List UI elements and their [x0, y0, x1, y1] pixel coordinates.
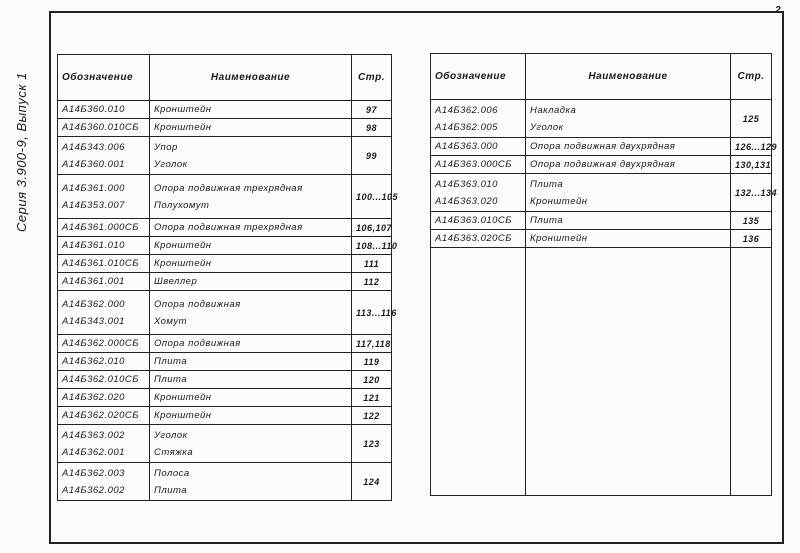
item-name-line: Уголок	[530, 121, 564, 133]
item-code	[58, 119, 150, 137]
header-name: Наименование	[526, 54, 731, 100]
item-code-line: А14Б362.005	[435, 121, 498, 133]
item-name-line: Опора подвижная двухрядная	[530, 141, 676, 152]
item-name-line: Кронштейн	[154, 104, 212, 115]
item-name-line: Стяжка	[154, 446, 194, 458]
item-code	[58, 291, 150, 335]
table-row	[58, 353, 392, 371]
item-page: 125	[731, 100, 772, 138]
item-code-line: А14Б363.010	[435, 178, 498, 190]
item-code	[58, 137, 150, 175]
item-page: 117,118	[352, 335, 392, 353]
item-code	[58, 407, 150, 425]
item-name-line: Опора подвижная	[154, 298, 241, 310]
item-code-line: А14Б362.020	[62, 392, 125, 403]
item-name-line: Накладка	[530, 104, 577, 116]
item-name-line: Опора подвижная двухрядная	[530, 159, 676, 170]
item-name-line: Уголок	[154, 429, 188, 441]
item-code-line: А14Б353.007	[62, 199, 125, 211]
item-code	[58, 425, 150, 463]
item-name	[150, 255, 352, 273]
item-code	[431, 138, 526, 156]
item-code	[431, 174, 526, 212]
item-code-line: А14Б361.001	[62, 276, 125, 287]
item-name	[526, 100, 731, 138]
item-name	[526, 212, 731, 230]
table-row	[431, 138, 772, 156]
left-table-body	[58, 101, 399, 501]
item-code-line: А14Б343.006	[62, 141, 125, 153]
item-code-line: А14Б363.002	[62, 429, 125, 441]
item-code-line: А14Б361.000СБ	[62, 222, 139, 233]
item-code-line: А14Б362.001	[62, 446, 125, 458]
item-code-line: А14Б362.020СБ	[62, 410, 139, 421]
item-name-line: Плита	[154, 356, 188, 367]
item-name-line: Упор	[154, 141, 178, 153]
item-name	[526, 138, 731, 156]
item-name-line: Уголок	[154, 158, 188, 170]
item-code	[58, 237, 150, 255]
right-table-body	[431, 100, 778, 496]
table-row	[58, 219, 392, 237]
table-row	[58, 407, 392, 425]
item-name	[150, 137, 352, 175]
item-code	[58, 371, 150, 389]
item-code	[58, 255, 150, 273]
item-name-line: Плита	[154, 484, 188, 496]
item-page: 135	[731, 212, 772, 230]
item-code-line: А14Б361.010	[62, 240, 125, 251]
table-row	[58, 273, 392, 291]
table-row	[58, 371, 392, 389]
item-name-line: Хомут	[154, 315, 187, 327]
item-page: 112	[352, 273, 392, 291]
table-row	[58, 175, 392, 219]
item-name-line: Кронштейн	[154, 410, 212, 421]
item-name	[150, 353, 352, 371]
item-page: 97	[352, 101, 392, 119]
table-row	[58, 425, 392, 463]
item-code-line: А14Б362.000	[62, 298, 125, 310]
empty-cell	[431, 248, 526, 496]
table-row	[431, 212, 772, 230]
item-name-line: Опора подвижная	[154, 338, 241, 349]
item-name-line: Полухомут	[154, 199, 210, 211]
header-page: Стр.	[731, 54, 772, 100]
item-page: 119	[352, 353, 392, 371]
item-name	[150, 407, 352, 425]
item-code	[431, 230, 526, 248]
item-name	[526, 156, 731, 174]
item-name-line: Полоса	[154, 467, 190, 479]
item-code	[58, 353, 150, 371]
table-row	[431, 174, 772, 212]
item-name	[150, 273, 352, 291]
item-code-line: А14Б362.006	[435, 104, 498, 116]
item-name-line: Швеллер	[154, 276, 198, 287]
item-name	[150, 219, 352, 237]
item-page: 121	[352, 389, 392, 407]
table-row	[58, 119, 392, 137]
empty-row	[431, 248, 772, 496]
item-page: 122	[352, 407, 392, 425]
item-code	[58, 101, 150, 119]
item-code	[431, 212, 526, 230]
item-name-line: Плита	[530, 215, 564, 226]
item-page: 120	[352, 371, 392, 389]
header-page: Стр.	[352, 55, 392, 101]
item-code	[58, 389, 150, 407]
page-number: 2	[775, 5, 782, 16]
item-code-line: А14Б361.010СБ	[62, 258, 139, 269]
item-page: 113...116	[352, 291, 392, 335]
item-code-line: А14Б360.010СБ	[62, 122, 139, 133]
item-code-line: А14Б361.000	[62, 182, 125, 194]
item-name-line: Опора подвижная трехрядная	[154, 182, 303, 194]
item-code-line: А14Б360.010	[62, 104, 125, 115]
item-code-line: А14Б362.010	[62, 356, 125, 367]
item-page: 130,131	[731, 156, 772, 174]
item-name	[150, 291, 352, 335]
item-code	[58, 463, 150, 501]
item-code-line: А14Б343.001	[62, 315, 125, 327]
item-page: 123	[352, 425, 392, 463]
header-code: Обозначение	[431, 54, 526, 100]
series-title: Серия 3.900-9, Выпуск 1	[14, 72, 29, 232]
header-code: Обозначение	[58, 55, 150, 101]
table-row	[58, 255, 392, 273]
item-name	[150, 335, 352, 353]
item-code-line: А14Б363.020	[435, 195, 498, 207]
item-code-line: А14Б363.010СБ	[435, 215, 512, 226]
item-name	[526, 174, 731, 212]
item-name-line: Кронштейн	[530, 233, 588, 244]
item-code-line: А14Б363.020СБ	[435, 233, 512, 244]
item-page: 136	[731, 230, 772, 248]
item-name	[150, 237, 352, 255]
item-code-line: А14Б362.000СБ	[62, 338, 139, 349]
item-page: 111	[352, 255, 392, 273]
item-code	[58, 175, 150, 219]
item-code-line: А14Б362.003	[62, 467, 125, 479]
item-code-line: А14Б363.000СБ	[435, 159, 512, 170]
item-page: 132...134	[731, 174, 772, 212]
item-code-line: А14Б362.010СБ	[62, 374, 139, 385]
item-name	[150, 463, 352, 501]
item-page: 126...129	[731, 138, 772, 156]
item-page: 99	[352, 137, 392, 175]
item-name-line: Кронштейн	[154, 392, 212, 403]
table-header-row	[431, 54, 772, 100]
table-header-row	[58, 55, 392, 101]
table-row	[58, 237, 392, 255]
index-table-left	[57, 54, 399, 501]
table-row	[58, 389, 392, 407]
item-name	[526, 230, 731, 248]
empty-cell	[526, 248, 731, 496]
item-page: 124	[352, 463, 392, 501]
item-name-line: Кронштейн	[154, 122, 212, 133]
item-code	[58, 219, 150, 237]
table-row	[431, 100, 772, 138]
table-row	[58, 137, 392, 175]
item-name	[150, 119, 352, 137]
index-table-right	[430, 53, 778, 496]
table-row	[58, 335, 392, 353]
table-row	[431, 230, 772, 248]
item-name	[150, 389, 352, 407]
item-code	[431, 100, 526, 138]
table-row	[431, 156, 772, 174]
item-code-line: А14Б360.001	[62, 158, 125, 170]
item-name-line: Плита	[530, 178, 564, 190]
item-page: 98	[352, 119, 392, 137]
item-code-line: А14Б363.000	[435, 141, 498, 152]
item-name	[150, 175, 352, 219]
item-code	[431, 156, 526, 174]
item-page: 108...110	[352, 237, 392, 255]
table-row	[58, 291, 392, 335]
item-name-line: Кронштейн	[154, 240, 212, 251]
empty-cell	[731, 248, 772, 496]
item-name	[150, 101, 352, 119]
item-name	[150, 371, 352, 389]
item-name	[150, 425, 352, 463]
item-name-line: Плита	[154, 374, 188, 385]
header-name: Наименование	[150, 55, 352, 101]
item-name-line: Кронштейн	[530, 195, 588, 207]
item-name-line: Кронштейн	[154, 258, 212, 269]
table-row	[58, 463, 392, 501]
item-code	[58, 335, 150, 353]
item-code-line: А14Б362.002	[62, 484, 125, 496]
item-code	[58, 273, 150, 291]
item-page: 106,107	[352, 219, 392, 237]
item-page: 100...105	[352, 175, 392, 219]
table-row	[58, 101, 392, 119]
item-name-line: Опора подвижная трехрядная	[154, 222, 303, 233]
